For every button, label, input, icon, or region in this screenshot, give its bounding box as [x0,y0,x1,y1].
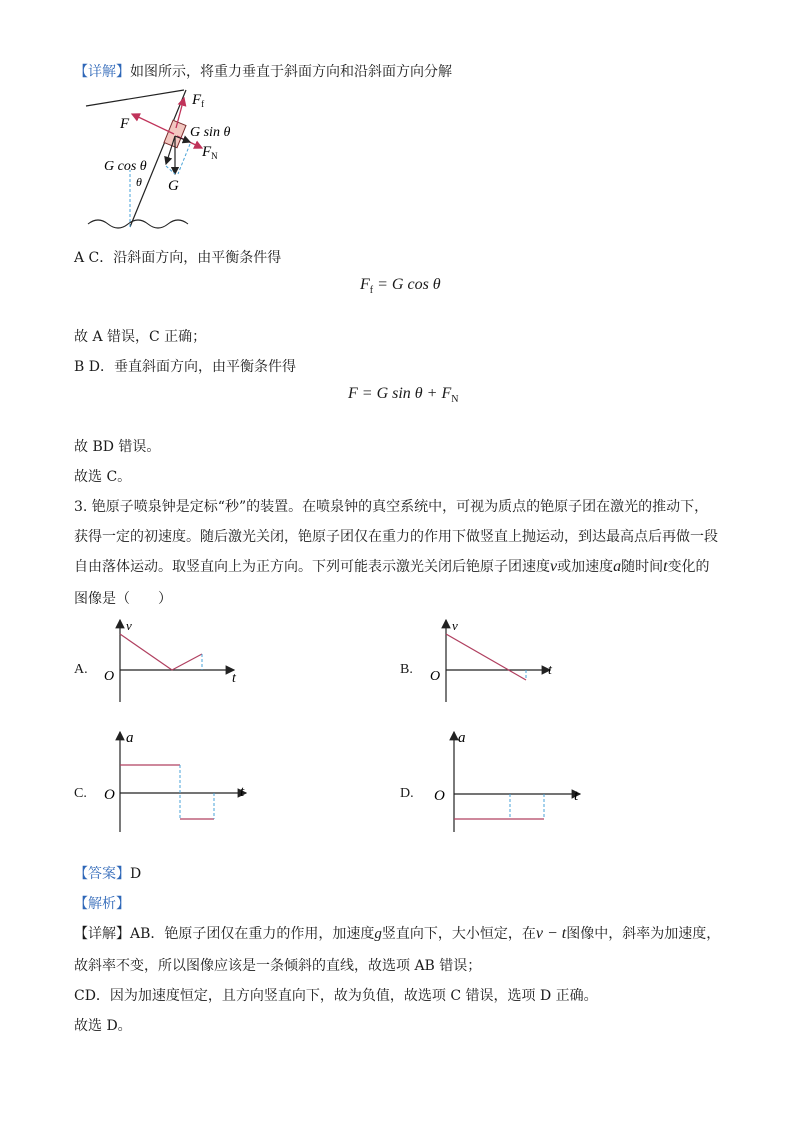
detail-tag: 【详解】 [74,64,130,80]
answer-value: D [130,866,142,882]
option-A-origin: O [104,669,115,684]
label-Gsin: G sin θ [190,125,231,140]
label-Gcos: G cos θ [104,159,147,174]
option-D-label[interactable]: D. [400,786,414,801]
option-A-line-up [172,654,202,670]
force-F-arrow [132,114,174,134]
option-D-graph[interactable] [434,726,594,836]
ceiling-line [86,90,184,106]
detail2-line-4: 故选 D。 [74,1018,132,1034]
detail2-line-3: CD．因为加速度恒定，且方向竖直向下，故为负值，故选项 C 错误，选项 D 正确。 [74,988,598,1004]
option-C-origin: O [104,787,115,803]
label-FN: $F_N$ [202,144,218,161]
choice-1: 故选 C。 [74,469,132,485]
equation-1: $F_f = G$ cos θ [360,276,441,297]
question-line-3: 自由落体运动。取竖直向上为正方向。下列可能表示激光关闭后铯原子团速度v或加速度a随时间t变化的 [74,558,710,575]
ground-wave [88,220,188,228]
option-A-graph[interactable] [100,612,250,704]
option-D-x-label: t [574,788,579,804]
detail-text: 如图所示，将重力垂直于斜面方向和沿斜面方向分解 [130,64,452,80]
label-Ff: $F_f$ [192,92,205,109]
option-B-y-label: v [452,618,458,633]
analysis-tag: 【解析】 [74,896,130,912]
option-A-label[interactable]: A. [74,662,88,677]
bd-result: 故 BD 错误。 [74,439,161,455]
option-C-x-label: t [240,784,245,800]
incline-force-diagram [80,84,280,234]
question-line-4: 图像是（ ） [74,591,172,607]
label-theta: θ [136,175,142,189]
label-F: F [120,116,130,132]
ac-line: A C．沿斜面方向，由平衡条件得 [74,250,282,266]
answer-tag: 【答案】 [74,866,130,882]
equation-2: F = G $\sin \theta + F_N$ [348,385,459,406]
option-D-y-label: a [458,730,466,746]
option-A-y-label: v [126,618,132,633]
question-line-1: 3. 铯原子喷泉钟是定标“秒”的装置。在喷泉钟的真空系统中，可视为质点的铯原子团在激光的推动下， [74,499,709,515]
option-C-graph[interactable] [100,726,260,836]
option-B-line [446,634,526,680]
option-B-origin: O [430,669,441,684]
question-line-2: 获得一定的初速度。随后激光关闭，铯原子团仅在重力的作用下做竖直上抛运动，到达最高点后再做一段 [74,529,718,545]
option-A-x-label: t [232,671,236,686]
label-G: G [168,178,179,194]
option-B-x-label: t [548,663,552,678]
detail-line-1 [74,62,452,82]
answer-line [74,864,141,884]
option-A-line-down [120,634,172,670]
option-C-label[interactable]: C. [74,786,87,801]
ac-result: 故 A 错误，C 正确； [74,329,207,345]
detail2-line-2: 故斜率不变，所以图像应该是一条倾斜的直线，故选项 AB 错误； [74,958,482,974]
option-B-label[interactable]: B. [400,662,413,677]
detail2-line-1: 【详解】AB．铯原子团仅在重力的作用，加速度g竖直向下，大小恒定，在v − t图像中，斜率为加速度， [74,925,721,942]
option-C-y-label: a [126,730,134,746]
option-D-origin: O [434,788,445,804]
bd-line: B D．垂直斜面方向，由平衡条件得 [74,359,296,375]
option-B-graph[interactable] [426,612,566,704]
